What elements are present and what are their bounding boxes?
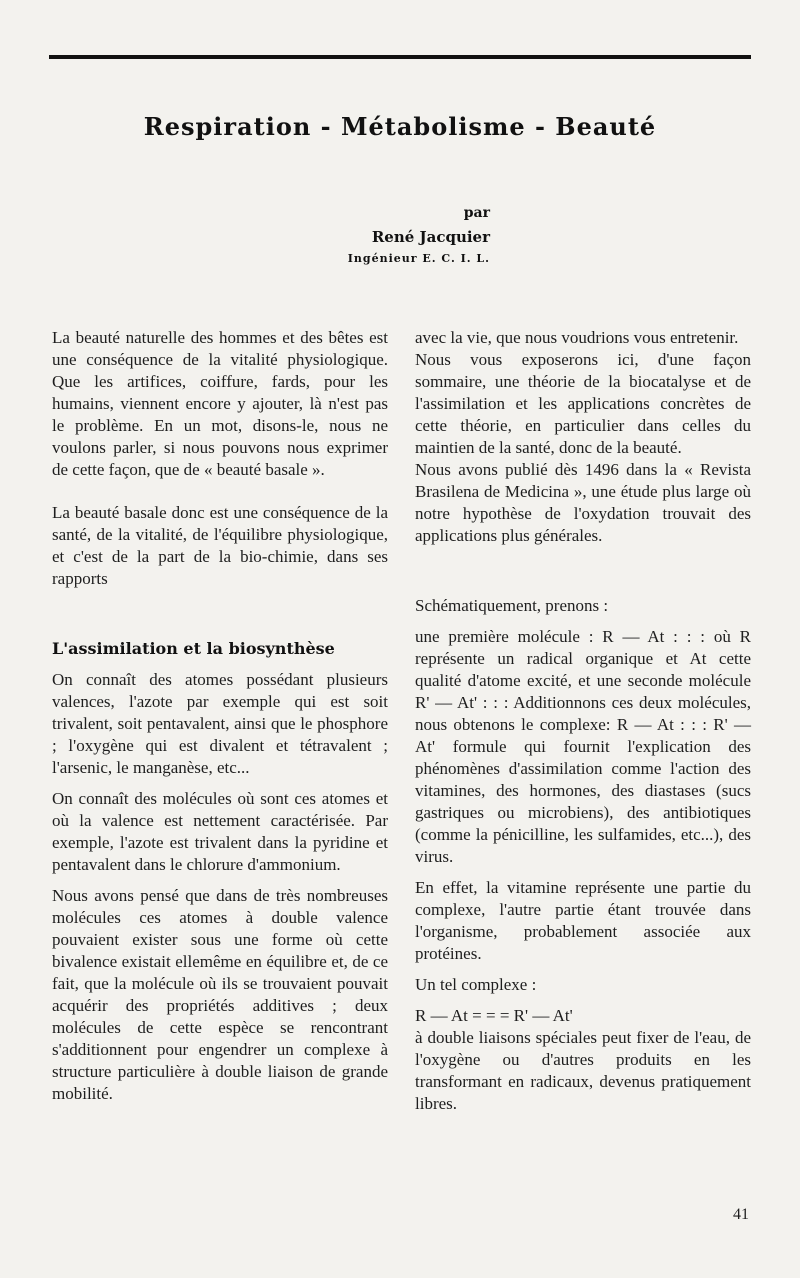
- body-paragraph: On connaît des molécules où sont ces atomes et où la valence est nettement caractérisée. Par exemple, l'azote est trivalent dans la pyridine et pentavalent dans le chlorure d'ammonium.: [52, 789, 388, 874]
- left-column: [52, 327, 388, 1105]
- body-paragraph: Un tel complexe :: [415, 975, 537, 994]
- body-paragraph: une première molécule : R — At : : : où R représente un radical organique et At cette qualité d'atome excité, et une seconde molécule R' — At' : : : Additionnons ces deux molécules, nous obtenons le complexe: R — At : : : R' — At' formule qui fournit l'explication des phénomènes d'assimilation comme l'action des vitamines, des hormones, des diastases (sucs gastriques ou microbiens), des antibiotiques (comme la pénicilline, les sulfamides, etc...), des virus.: [415, 627, 751, 866]
- body-paragraph: On connaît des atomes possédant plusieurs valences, l'azote par exemple qui est soit trivalent, soit pentavalent, ainsi que le phosphore ; l'oxygène qui est divalent et tétravalent ; l'arsenic, le manganèse, etc...: [52, 670, 388, 777]
- body-paragraph: Schématiquement, prenons :: [415, 596, 609, 615]
- intro-paragraph: Nous vous exposerons ici, d'une façon sommaire, une théorie de la biocatalyse et de l'assimilation et les applications concrètes de cette théorie, en particulier dans celles du maintien de la santé, donc de la beauté.: [415, 350, 751, 457]
- intro-paragraph: La beauté naturelle des hommes et des bêtes est une conséquence de la vitalité physiologique. Que les artifices, coiffure, fards, pour les humains, viennent encore y ajouter, là n'est pas le problème. En un mot, disons-le, nous ne voulons parler, si nous pouvons nous exprimer de cette façon, que de « beauté basale ».: [52, 328, 388, 479]
- author-name: René Jacquier: [371, 228, 490, 246]
- right-column: [415, 327, 751, 1115]
- body-paragraph: à double liaisons spéciales peut fixer de l'eau, de l'oxygène ou d'autres produits en les transformant en radicaux, devenus pratiquement libres.: [415, 1028, 751, 1113]
- byline-par: par: [463, 205, 490, 221]
- body-paragraph: Nous avons pensé que dans de très nombreuses molécules ces atomes à double valence pouvaient exister sous une forme où cette bivalence existait ellemême en équilibre et, de ce fait, que la molécule où ils se trouvaient pouvait acquérir des propriétés additives ; deux molécules de cette espèce se rencontrant s'additionnent pour engendrer un complexe à structure particulière à double liaison de grande mobilité.: [52, 886, 388, 1103]
- intro-paragraph: La beauté basale donc est une conséquence de la santé, de la vitalité, de l'équilibre physiologique, et c'est de la part de la bio-chimie, dans ses rapports: [52, 503, 388, 588]
- body-paragraph: En effet, la vitamine représente une partie du complexe, l'autre partie étant trouvée dans l'organisme, probablement associée aux protéines.: [415, 878, 751, 963]
- page-number: 41: [733, 1206, 749, 1223]
- article-title: Respiration - Métabolisme - Beauté: [143, 112, 657, 141]
- author-title: Ingénieur E. C. I. L.: [347, 252, 490, 265]
- formula-line: R — At = = = R' — At': [415, 1006, 573, 1025]
- header-rule: [49, 55, 751, 59]
- intro-paragraph: Nous avons publié dès 1496 dans la « Revista Brasilena de Medicina », une étude plus large où notre hypothèse de l'oxydation trouvait des applications plus générales.: [415, 460, 751, 545]
- section-heading: L'assimilation et la biosynthèse: [52, 639, 335, 658]
- intro-paragraph: avec la vie, que nous voudrions vous entretenir.: [415, 328, 739, 347]
